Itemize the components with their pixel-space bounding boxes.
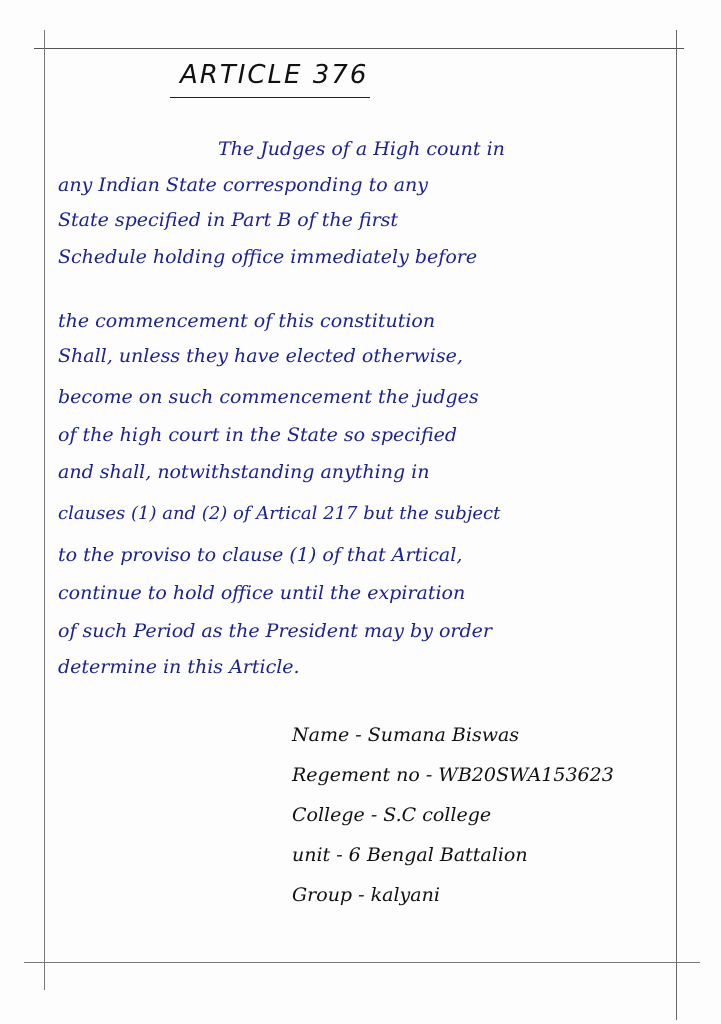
- body-line-2: any Indian State corresponding to any: [58, 174, 428, 196]
- signature-college: College - S.C college: [292, 804, 492, 826]
- body-line-8: of the high court in the State so specified: [58, 424, 458, 446]
- body-line-7: become on such commencement the judges: [58, 386, 479, 408]
- signature-regiment: Regement no - WB20SWA153623: [292, 764, 614, 786]
- title-underline: [170, 97, 370, 98]
- page-title: ARTICLE 376: [180, 60, 369, 90]
- body-line-1: The Judges of a High count in: [218, 138, 505, 160]
- body-line-3: State specified in Part B of the first: [58, 209, 399, 231]
- page-bottom-rule: [24, 962, 700, 963]
- signature-unit: unit - 6 Bengal Battalion: [292, 844, 528, 866]
- body-line-14: determine in this Article.: [58, 656, 300, 678]
- body-line-11: to the proviso to clause (1) of that Artical,: [58, 544, 463, 566]
- page-left-margin-rule: [44, 30, 45, 990]
- signature-name: Name - Sumana Biswas: [292, 724, 520, 746]
- body-line-6: Shall, unless they have elected otherwise,: [58, 345, 463, 367]
- signature-group: Group - kalyani: [292, 884, 440, 906]
- body-line-4: Schedule holding office immediately before: [58, 246, 478, 268]
- body-line-9: and shall, notwithstanding anything in: [58, 461, 430, 483]
- body-line-13: of such Period as the President may by order: [58, 620, 492, 642]
- body-line-12: continue to hold office until the expiration: [58, 582, 466, 604]
- page-right-margin-rule: [676, 30, 677, 1020]
- body-line-10: clauses (1) and (2) of Artical 217 but the subject: [58, 503, 501, 524]
- body-line-5: the commencement of this constitution: [58, 310, 436, 332]
- page-top-rule: [34, 48, 684, 49]
